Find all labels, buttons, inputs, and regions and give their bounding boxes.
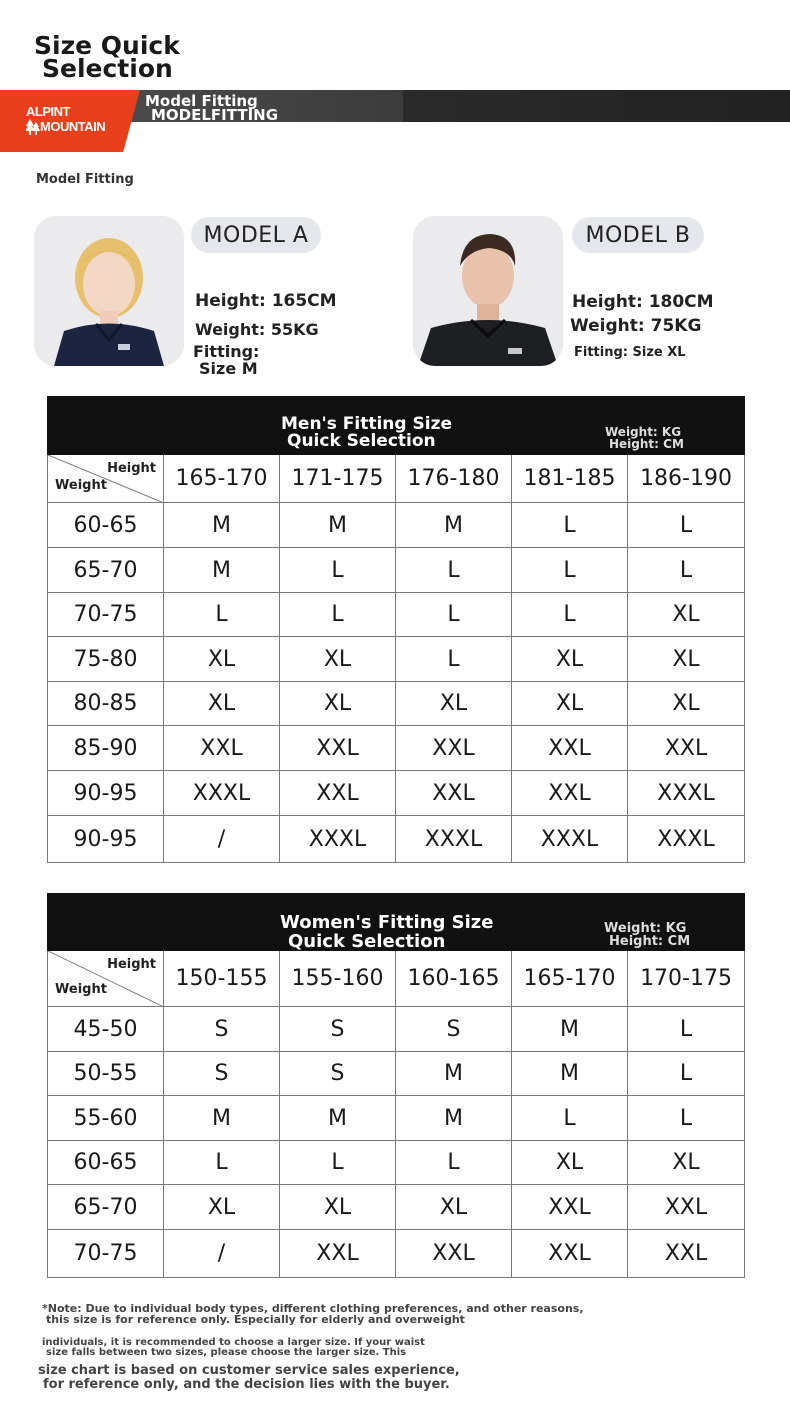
size-cell: XXL — [628, 726, 745, 771]
size-cell: M — [280, 503, 396, 548]
size-cell: / — [164, 1230, 280, 1278]
table-row — [48, 726, 745, 771]
size-cell: XXL — [628, 1185, 745, 1230]
size-cell: M — [396, 1096, 512, 1141]
size-cell: XXL — [512, 1185, 628, 1230]
size-cell: L — [628, 503, 745, 548]
size-cell: XL — [628, 682, 745, 726]
size-cell: S — [280, 1052, 396, 1096]
size-cell: S — [280, 1007, 396, 1052]
height-header-cell: 160-165 — [396, 951, 512, 1007]
model-b-photo — [413, 216, 563, 366]
size-cell: XXL — [512, 726, 628, 771]
size-cell: M — [396, 1052, 512, 1096]
brand-name-line-1: ALPINT — [26, 104, 70, 119]
size-cell: XL — [164, 1185, 280, 1230]
note-line-3: individuals, it is recommended to choose a larger size. If your waist — [42, 1337, 425, 1348]
size-cell: XL — [396, 1185, 512, 1230]
page-title — [34, 31, 234, 83]
size-cell: XL — [396, 682, 512, 726]
model-a-height: Height: 165CM — [195, 291, 337, 311]
size-cell: L — [164, 593, 280, 637]
size-cell: XL — [628, 593, 745, 637]
mens-table-units — [605, 426, 684, 450]
table-row — [48, 503, 745, 548]
note-line-5: size chart is based on customer service sales experience, — [38, 1363, 460, 1378]
size-cell: XL — [280, 637, 396, 682]
weight-cell: 55-60 — [48, 1096, 164, 1141]
table-row — [48, 771, 745, 816]
weight-cell: 45-50 — [48, 1007, 164, 1052]
size-cell: L — [280, 548, 396, 593]
model-a-label: MODEL A — [191, 217, 321, 253]
size-cell: M — [396, 503, 512, 548]
height-header-cell: 176-180 — [396, 455, 512, 503]
size-cell: L — [164, 1141, 280, 1185]
model-a-photo — [34, 216, 184, 366]
womens-size-table — [47, 893, 745, 1278]
womens-table-units — [604, 922, 690, 948]
size-cell: L — [396, 593, 512, 637]
womens-table-title-line-1: Women's Fitting Size — [280, 912, 494, 933]
page-title-line-1: Size Quick — [34, 31, 180, 60]
size-cell: XL — [512, 682, 628, 726]
size-cell: L — [396, 637, 512, 682]
weight-cell: 50-55 — [48, 1052, 164, 1096]
womens-table-title-line-2: Quick Selection — [288, 931, 446, 952]
size-cell: L — [628, 548, 745, 593]
womens-height-row — [48, 951, 745, 1007]
womens-unit-weight: Weight: KG — [604, 921, 687, 936]
size-cell: XXXL — [628, 771, 745, 816]
height-header-cell: 181-185 — [512, 455, 628, 503]
mens-table-title — [281, 416, 452, 450]
womens-corner-weight-label: Weight — [55, 982, 107, 997]
size-cell: L — [396, 1141, 512, 1185]
size-cell: XL — [164, 682, 280, 726]
table-row — [48, 1185, 745, 1230]
size-cell: XL — [628, 1141, 745, 1185]
note-line-2: this size is for reference only. Especially for elderly and overweight — [46, 1313, 465, 1326]
size-cell: XXL — [280, 771, 396, 816]
model-b-fitting: Fitting: Size XL — [574, 345, 686, 360]
size-cell: XXL — [512, 771, 628, 816]
size-cell: S — [396, 1007, 512, 1052]
height-header-cell: 150-155 — [164, 951, 280, 1007]
size-cell: XXL — [280, 1230, 396, 1278]
mens-unit-weight: Weight: KG — [605, 425, 682, 439]
mens-corner-weight-label: Weight — [55, 478, 107, 493]
weight-cell: 65-70 — [48, 548, 164, 593]
weight-cell: 90-95 — [48, 771, 164, 816]
size-cell: XXL — [396, 1230, 512, 1278]
note-line-4: size falls between two sizes, please choose the larger size. This — [46, 1347, 407, 1358]
size-cell: L — [512, 503, 628, 548]
size-cell: XXXL — [164, 771, 280, 816]
size-cell: XXL — [396, 726, 512, 771]
womens-table-header — [48, 894, 745, 951]
size-cell: M — [164, 548, 280, 593]
weight-cell: 60-65 — [48, 1141, 164, 1185]
model-b-weight: Weight: 75KG — [570, 316, 702, 336]
banner-title — [145, 94, 278, 122]
womens-corner-height-label: Height — [107, 957, 156, 972]
size-cell: L — [628, 1007, 745, 1052]
mens-height-row — [48, 455, 745, 503]
size-cell: L — [628, 1096, 745, 1141]
size-cell: L — [280, 593, 396, 637]
note-line-1: *Note: Due to individual body types, different clothing preferences, and other reasons, — [42, 1302, 584, 1315]
table-row — [48, 682, 745, 726]
model-fitting-label: Model Fitting — [36, 172, 134, 187]
banner-title-main: Model Fitting — [145, 92, 258, 110]
height-header-cell: 171-175 — [280, 455, 396, 503]
size-cell: XL — [164, 637, 280, 682]
size-cell: L — [396, 548, 512, 593]
size-cell: S — [164, 1052, 280, 1096]
size-cell: XXL — [628, 1230, 745, 1278]
table-row — [48, 637, 745, 682]
banner-subtitle: MODELFITTING — [151, 106, 279, 124]
size-cell: XL — [628, 637, 745, 682]
weight-cell: 60-65 — [48, 503, 164, 548]
model-b-label: MODEL B — [572, 217, 704, 253]
mens-corner-height-label: Height — [107, 461, 156, 476]
model-a-fitting — [193, 343, 259, 377]
table-row — [48, 816, 745, 863]
size-cell: M — [280, 1096, 396, 1141]
height-header-cell: 170-175 — [628, 951, 745, 1007]
model-a-weight: Weight: 55KG — [195, 320, 319, 339]
weight-cell: 70-75 — [48, 1230, 164, 1278]
size-cell: L — [512, 593, 628, 637]
size-cell: M — [164, 503, 280, 548]
weight-cell: 80-85 — [48, 682, 164, 726]
brand-name-line-2: MOUNTAIN — [40, 119, 106, 134]
mens-corner-cell — [48, 455, 164, 503]
table-row — [48, 593, 745, 637]
size-cell: S — [164, 1007, 280, 1052]
table-row — [48, 1141, 745, 1185]
womens-unit-height: Height: CM — [609, 934, 691, 949]
womens-table-title-cell — [48, 894, 745, 951]
weight-cell: 85-90 — [48, 726, 164, 771]
womens-corner-cell — [48, 951, 164, 1007]
womens-table-title — [280, 913, 493, 951]
size-cell: L — [512, 548, 628, 593]
mens-size-table — [47, 396, 745, 863]
mens-table-title-cell — [48, 397, 745, 455]
page-title-line-2: Selection — [42, 54, 173, 83]
weight-cell: 70-75 — [48, 593, 164, 637]
size-cell: XXL — [164, 726, 280, 771]
size-cell: XL — [280, 1185, 396, 1230]
height-header-cell: 165-170 — [164, 455, 280, 503]
size-cell: XXXL — [628, 816, 745, 863]
size-cell: L — [628, 1052, 745, 1096]
size-cell: XXXL — [280, 816, 396, 863]
table-row — [48, 1096, 745, 1141]
size-cell: XXXL — [512, 816, 628, 863]
table-row — [48, 1230, 745, 1278]
table-row — [48, 1052, 745, 1096]
size-cell: XL — [512, 1141, 628, 1185]
size-cell: M — [164, 1096, 280, 1141]
size-cell: M — [512, 1007, 628, 1052]
mens-table-title-line-2: Quick Selection — [287, 431, 436, 451]
size-cell: XXL — [280, 726, 396, 771]
weight-cell: 65-70 — [48, 1185, 164, 1230]
table-row — [48, 548, 745, 593]
size-cell: L — [280, 1141, 396, 1185]
mens-unit-height: Height: CM — [609, 437, 684, 451]
weight-cell: 90-95 — [48, 816, 164, 863]
size-cell: XL — [512, 637, 628, 682]
model-a-fitting-line-2: Size M — [199, 359, 258, 378]
model-b-height: Height: 180CM — [572, 292, 714, 312]
note-line-6: for reference only, and the decision lies with the buyer. — [43, 1377, 450, 1392]
size-cell: XXL — [512, 1230, 628, 1278]
mens-table-header — [48, 397, 745, 455]
brand-logo — [26, 104, 126, 134]
height-header-cell: 155-160 — [280, 951, 396, 1007]
weight-cell: 75-80 — [48, 637, 164, 682]
size-cell: XXL — [396, 771, 512, 816]
size-cell: XXXL — [396, 816, 512, 863]
model-a-fitting-line-1: Fitting: — [193, 342, 260, 361]
size-cell: L — [512, 1096, 628, 1141]
height-header-cell: 165-170 — [512, 951, 628, 1007]
mens-table-title-line-1: Men's Fitting Size — [281, 414, 452, 434]
size-cell: M — [512, 1052, 628, 1096]
height-header-cell: 186-190 — [628, 455, 745, 503]
size-cell: XL — [280, 682, 396, 726]
table-row — [48, 1007, 745, 1052]
size-cell: / — [164, 816, 280, 863]
